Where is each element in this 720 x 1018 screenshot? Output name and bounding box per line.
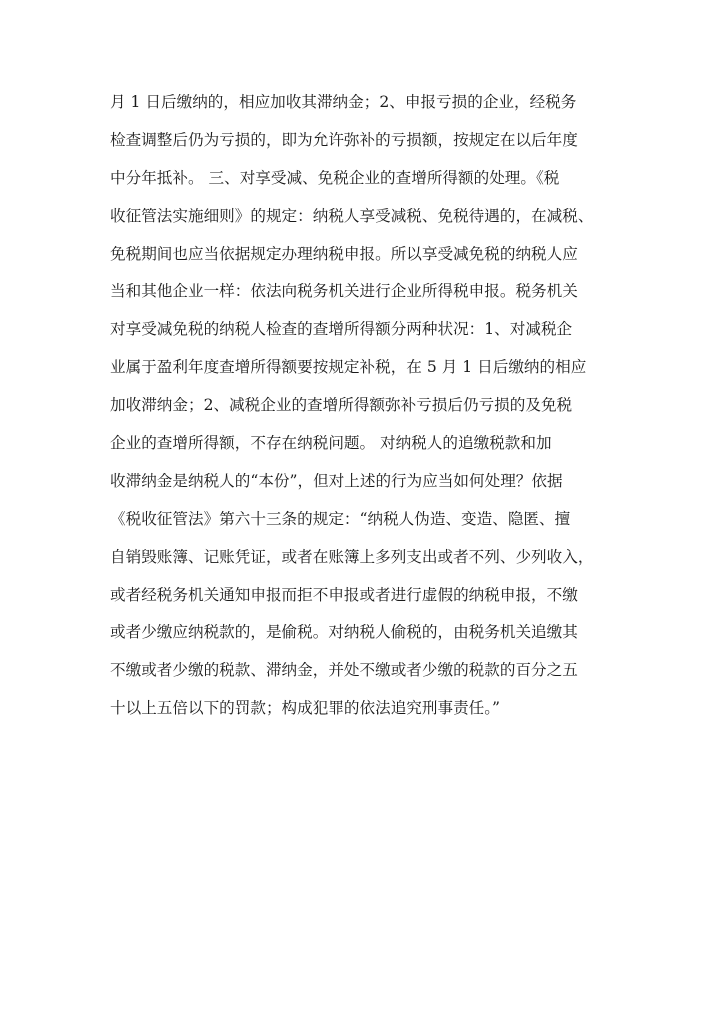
text-line-11: 收滞纳金是纳税人的“本份”，但对上述的行为应当如何处理？依据: [110, 471, 563, 490]
text-line-16: 不缴或者少缴的税款、滞纳金，并处不缴或者少缴的税款的百分之五: [110, 661, 578, 680]
text-line-12: 《税收征管法》第六十三条的规定：“纳税人伪造、变造、隐匿、擅: [110, 509, 571, 528]
text-line-6: 当和其他企业一样：依法向税务机关进行企业所得税申报。税务机关: [110, 282, 578, 301]
text-line-2: 检查调整后仍为亏损的，即为允许弥补的亏损额，按规定在以后年度: [110, 130, 578, 149]
text-line-10: 企业的查增所得额，不存在纳税问题。 对纳税人的追缴税款和加: [110, 434, 552, 453]
text-line-13: 自销毁账簿、记账凭证，或者在账簿上多列支出或者不列、少列收入，: [110, 547, 594, 566]
text-line-5: 免税期间也应当依据规定办理纳税申报。所以享受减免税的纳税人应: [110, 244, 578, 263]
text-line-4: 收征管法实施细则》的规定：纳税人享受减税、免税待遇的，在减税、: [110, 206, 594, 225]
text-line-17: 十以上五倍以下的罚款；构成犯罪的依法追究刑事责任。”: [110, 699, 501, 718]
text-line-9: 加收滞纳金；2、减税企业的查增所得额弥补亏损后仍亏损的及免税: [110, 396, 573, 415]
text-line-1: 月 1 日后缴纳的，相应加收其滞纳金；2、申报亏损的企业，经税务: [110, 93, 577, 111]
text-line-14: 或者经税务机关通知申报而拒不申报或者进行虚假的纳税申报，不缴: [110, 585, 578, 604]
body-text: [110, 84, 612, 728]
text-line-7: 对享受减免税的纳税人检查的查增所得额分两种状况：1、对减税企: [110, 320, 573, 339]
text-line-15: 或者少缴应纳税款的，是偷税。对纳税人偷税的，由税务机关追缴其: [110, 623, 578, 642]
text-line-3: 中分年抵补。 三、对享受减、免税企业的查增所得额的处理。《税: [110, 168, 560, 187]
text-line-8: 业属于盈利年度查增所得额要按规定补税，在 5 月 1 日后缴纳的相应: [110, 358, 587, 377]
